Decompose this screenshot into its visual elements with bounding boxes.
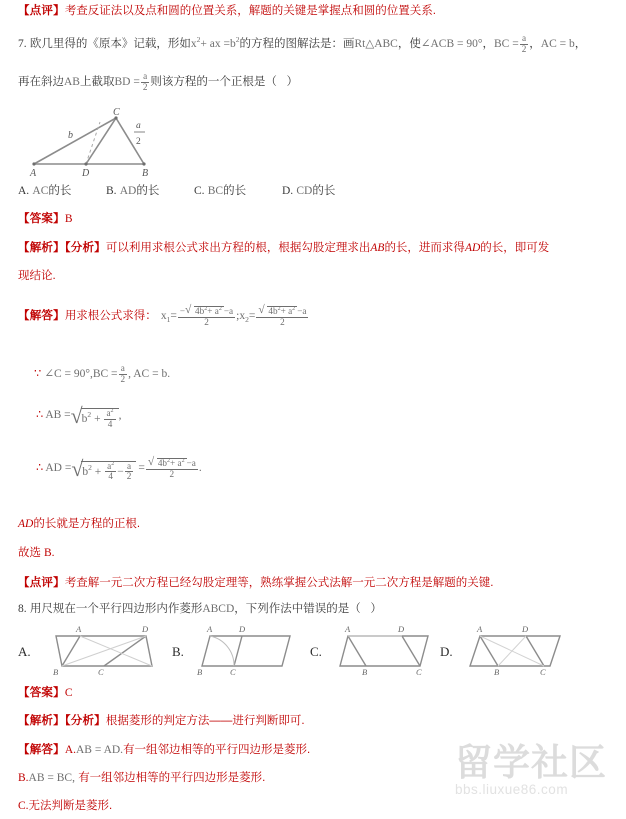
q7-step3-result-num <box>146 458 198 469</box>
q7-step2-a: a <box>106 408 111 418</box>
svg-text:D: D <box>239 624 246 634</box>
q7-step3-result-den: 2 <box>146 469 198 480</box>
q7-eq-b: b <box>229 37 236 50</box>
q8-option-a-figure[interactable] <box>42 618 167 678</box>
svg-text:a: a <box>136 121 141 131</box>
q7-eq-x: x <box>190 37 197 50</box>
comment-top-tag: 【点评】 <box>18 5 65 17</box>
q7-ac-label: AC = b <box>540 37 575 50</box>
radical-icon: √ <box>147 456 155 468</box>
q7-stem-line1 <box>18 34 618 54</box>
q8-sol-a-letter: A. <box>64 744 76 756</box>
radical-icon: √ <box>70 404 83 428</box>
q8-option-c-figure[interactable] <box>332 618 437 678</box>
q8-analysis-tag1: 【解析】 <box>18 715 65 727</box>
q7-step3-minus: − <box>117 465 124 478</box>
q8-option-d-figure[interactable] <box>462 618 572 678</box>
q7-answer-line <box>18 212 618 226</box>
q7-line2-part2: 上截取 <box>79 75 115 88</box>
q7-step3-rnum-plus: + a <box>170 458 182 468</box>
q8-analysis-line <box>18 714 618 728</box>
q8-stem-line <box>18 602 618 616</box>
q8-sol-b-eq: AB = BC, <box>28 772 75 784</box>
q7-step3-frac1-num <box>105 462 116 472</box>
svg-text:C: C <box>113 107 120 118</box>
q7-answer-tag: 【答案】 <box>18 213 65 225</box>
q7-x1-minus-a: −a <box>223 306 234 316</box>
q7-step3-rnum-b: 4b <box>157 458 167 468</box>
q7-analysis-tag1: 【解析】 <box>18 242 65 254</box>
q8-option-d-letter[interactable]: D. <box>440 644 453 659</box>
q8-options-row <box>0 616 626 680</box>
q7-x1-radicand <box>194 306 224 317</box>
svg-text:D: D <box>82 168 90 178</box>
q7-step3-frac2-num: a <box>126 460 132 471</box>
svg-text:C: C <box>98 667 104 677</box>
q8-option-c-letter[interactable]: C. <box>310 644 322 659</box>
q8-answer-line <box>18 686 618 700</box>
q7-x2-minus-a: −a <box>297 306 307 316</box>
q7-number: 7. <box>18 37 27 50</box>
q7-analysis-text-b: 的长，进而求得 <box>384 242 465 254</box>
q7-x2-radicand <box>267 306 297 317</box>
q7-step3-radicand <box>81 461 136 482</box>
q8-solution-line-c <box>18 799 618 813</box>
comment-mid-line <box>18 576 618 590</box>
q7-step1-frac-num: a <box>120 363 125 373</box>
q8-number: 8. <box>18 603 27 615</box>
q7-step3-frac2-den: 2 <box>126 471 132 482</box>
q7-frac-num: a <box>521 33 527 43</box>
q7-option-a-seg: AC <box>32 185 49 197</box>
q7-semicolon: ; <box>236 309 240 322</box>
q7-step3-plus: + <box>94 465 102 478</box>
q8-option-b-letter[interactable]: B. <box>172 644 184 659</box>
q7-x2-denominator: 2 <box>256 317 308 328</box>
svg-text:A: A <box>207 624 213 634</box>
q8-sol-c-text: 无法判断是菱形. <box>28 800 113 812</box>
q7-step3-line <box>18 458 618 482</box>
q7-x2-sub: 2 <box>245 315 249 325</box>
q7-comma2: ， <box>529 37 541 50</box>
q7-step3-result-radicand <box>157 458 187 469</box>
q7-angle-acb: ∠ACB = 90 <box>420 37 478 50</box>
q8-answer-value: C <box>64 687 73 699</box>
q8-answer-tag: 【答案】 <box>18 687 65 699</box>
q7-x2-eq: = <box>248 309 256 322</box>
q7-step3-rnum-bexp: 2 <box>167 457 171 464</box>
radical-icon: √ <box>71 456 84 481</box>
q7-line2-part1: 再在斜边 <box>18 75 64 88</box>
q7-answer-value: B <box>64 213 73 225</box>
comment-mid-tag: 【点评】 <box>18 577 65 589</box>
q7-step2-frac-num <box>104 409 115 419</box>
q7-option-d-suffix: 的长 <box>312 185 336 197</box>
q7-option-a-suffix: 的长 <box>48 185 72 197</box>
q7-step2-therefore: ∴ <box>36 409 44 422</box>
q7-option-b-seg: AD <box>119 185 137 197</box>
q7-choose-text: 故选 <box>18 547 41 559</box>
q7-option-d-seg: CD <box>296 185 313 197</box>
q7-step3-result-radical <box>148 458 187 469</box>
q7-stem-part2: 的方程的图解法是：画 <box>239 37 355 50</box>
q7-analysis-line2 <box>18 269 618 283</box>
q7-option-a-letter: A. <box>18 185 30 197</box>
q7-analysis-ab: AB <box>370 242 385 254</box>
q7-x1-neg: − <box>179 306 186 316</box>
q7-x2-radical <box>258 306 297 317</box>
q7-step3-frac1 <box>105 462 116 482</box>
svg-text:B: B <box>142 168 149 178</box>
q7-degree: ° <box>477 37 483 50</box>
q7-step2-frac-den: 4 <box>104 419 115 430</box>
q7-x2-rad-aexp: 2 <box>292 305 296 312</box>
q8-option-b-figure[interactable] <box>196 618 306 678</box>
q7-frac-a-over-2 <box>520 34 529 54</box>
svg-text:B: B <box>53 667 59 677</box>
q7-x1-label: x <box>160 309 167 322</box>
q7-choose-line <box>18 546 618 560</box>
svg-text:D: D <box>398 624 405 634</box>
radical-icon: √ <box>258 304 265 316</box>
q7-x2-rad-4b: 4b <box>268 306 278 316</box>
q7-analysis-ad: AD <box>464 242 481 254</box>
q8-solution-tag: 【解答】 <box>18 744 65 756</box>
q7-step2-comma: , <box>118 409 122 422</box>
q7-x2-numerator <box>256 306 308 317</box>
q8-sol-c-letter: C. <box>18 800 29 812</box>
q7-solution-text: 用求根公式求得： <box>64 309 157 322</box>
comment-mid-text: 考查解一元二次方程已经勾股定理等，熟练掌握公式法解一元二次方程是解题的关键. <box>64 577 494 589</box>
q7-option-b-suffix: 的长 <box>136 185 160 197</box>
q7-step3-aexp: 2 <box>111 460 115 467</box>
svg-text:A: A <box>477 624 483 634</box>
q7-step3-bexp: 2 <box>88 462 92 472</box>
q8-sol-b-letter: B. <box>18 772 29 784</box>
q7-bc-label: BC = <box>494 37 519 50</box>
q8-solution-line-b <box>18 771 618 785</box>
q7-step2-b: b <box>81 412 88 425</box>
q7-stem-part3: ，使 <box>397 37 421 50</box>
q7-step2-ab: AB = <box>45 409 71 422</box>
q7-choose-answer: B. <box>44 547 55 559</box>
q7-step3-period: . <box>198 461 202 474</box>
q7-step2-line <box>18 404 618 429</box>
q7-step3-result-fraction <box>146 458 198 479</box>
q7-x1-fraction <box>178 306 235 327</box>
q7-step3-anum: a <box>107 460 112 471</box>
q7-x2-label: x <box>239 309 246 322</box>
q7-x1-radical <box>185 306 224 317</box>
q7-step2-plus: + <box>94 412 101 425</box>
q7-comma3: ， <box>574 37 587 50</box>
q7-step1-ac: , AC = b. <box>128 367 171 380</box>
q7-x1-rad-plus-a: + a <box>207 306 219 316</box>
q7-option-c[interactable] <box>194 184 282 198</box>
comment-top-line <box>18 4 618 18</box>
q7-solution-tag: 【解答】 <box>18 309 65 322</box>
q7-step1-because: ∵ <box>34 367 42 380</box>
q7-stem-part1: 欧几里得的《原本》记载，形如 <box>29 37 191 50</box>
q7-triangle-figure <box>28 106 173 178</box>
q7-step2-aexp: 2 <box>110 407 114 414</box>
q7-x2-fraction <box>256 306 308 327</box>
q8-analysis-tag2: 【分析】 <box>64 715 106 727</box>
q7-step2-frac <box>104 409 115 429</box>
watermark-url: bbs.liuxue86.com <box>455 782 569 797</box>
svg-text:D: D <box>522 624 529 634</box>
q7-step2-radicand <box>81 408 119 429</box>
q7-line2-part4: ） <box>286 75 299 88</box>
q7-step1-frac <box>119 364 128 384</box>
q7-x1-eq: = <box>170 309 177 322</box>
q7-step3-radical <box>71 456 136 482</box>
q7-step1-frac-den: 2 <box>120 373 126 384</box>
q7-frac-den: 2 <box>521 43 527 54</box>
q8-stem-part2: ，下列作法中错误的是（ <box>234 603 361 615</box>
q7-analysis-tag2: 【分析】 <box>64 242 106 254</box>
q7-concl-ad: AD <box>18 518 34 530</box>
svg-text:A: A <box>30 168 37 178</box>
q7-step3-therefore: ∴ <box>36 461 44 474</box>
radical-icon: √ <box>185 304 192 316</box>
q7-stem-line2 <box>18 72 618 92</box>
q7-comma1: ， <box>482 37 494 50</box>
q7-x1-numerator <box>178 306 235 317</box>
q8-option-a-letter[interactable]: A. <box>18 644 31 659</box>
q7-x1-rad-4b: 4b <box>195 306 205 316</box>
svg-text:C: C <box>416 667 422 677</box>
comment-top-text: 考查反证法以及点和圆的位置关系，解题的关键是掌握点和圆的位置关系. <box>64 5 437 17</box>
q8-sol-a-eq: AB = AD. <box>76 744 124 756</box>
q7-option-d-letter: D. <box>282 185 294 197</box>
q7-option-b[interactable] <box>106 184 194 198</box>
q7-eq-bexp: 2 <box>235 35 240 44</box>
q7-step2-bexp: 2 <box>87 410 92 419</box>
svg-text:D: D <box>142 624 149 634</box>
q7-bd: BD = <box>114 75 140 88</box>
svg-text:2: 2 <box>136 137 141 147</box>
q7-option-c-letter: C. <box>194 185 205 197</box>
q7-bd-frac <box>141 72 150 92</box>
q7-step3-ad: AD = <box>45 461 72 474</box>
q7-solution-line <box>18 306 618 327</box>
q7-options-row <box>18 184 618 198</box>
q7-option-a[interactable] <box>18 184 106 198</box>
q7-option-c-suffix: 的长 <box>223 185 247 197</box>
q7-x1-rad-aexp: 2 <box>218 305 222 312</box>
q7-analysis-line1 <box>18 241 618 255</box>
svg-text:A: A <box>345 624 351 634</box>
svg-text:B: B <box>494 667 500 677</box>
q7-rt-triangle: Rt△ABC <box>354 37 398 50</box>
q7-step3-b: b <box>82 465 89 478</box>
svg-text:A: A <box>76 624 82 634</box>
q7-conclusion-line <box>18 517 618 531</box>
q7-step3-frac1-den: 4 <box>105 471 116 482</box>
q7-x1-rad-bexp: 2 <box>204 305 208 312</box>
q8-sol-b-text: 有一组邻边相等的平行四边形是菱形. <box>78 772 266 784</box>
q7-analysis-text-c: 的长，即可发 <box>480 242 550 254</box>
q7-eq-plus-ax: + ax = <box>200 37 230 50</box>
q7-step3-eq: = <box>138 461 145 474</box>
q7-option-b-letter: B. <box>106 185 117 197</box>
q7-x2-rad-plus-a: + a <box>280 306 293 316</box>
q7-step1-line <box>18 364 618 384</box>
q7-option-d[interactable] <box>282 184 335 198</box>
q7-step3-frac2 <box>125 462 134 482</box>
svg-text:C: C <box>540 667 546 677</box>
svg-text:B: B <box>362 667 368 677</box>
q7-step1-angle: ∠C = 90°,BC = <box>44 367 118 380</box>
q7-bd-frac-num: a <box>143 71 148 81</box>
q7-ab: AB <box>64 75 80 88</box>
svg-text:b: b <box>68 130 73 141</box>
watermark-brand: 留学社区 <box>455 741 607 784</box>
q8-analysis-text: 根据菱形的判定方法——进行判断即可. <box>105 715 305 727</box>
q7-step3-rnum-aexp: 2 <box>181 457 185 464</box>
q8-abcd: ABCD <box>202 603 235 615</box>
q7-analysis-line2-text: 现结论. <box>18 270 56 282</box>
q7-option-c-seg: BC <box>207 185 224 197</box>
q7-analysis-text-a: 可以利用求根公式求出方程的根，根据勾股定理求出 <box>105 242 371 254</box>
q7-x2-rad-bexp: 2 <box>277 305 281 312</box>
q8-stem-part1: 用尺规在一个平行四边形内作菱形 <box>29 603 203 615</box>
q7-x1-sub: 1 <box>166 315 171 325</box>
svg-text:B: B <box>197 667 203 677</box>
q7-concl-text: 的长就是方程的正根. <box>33 518 141 530</box>
q7-x1-denominator: 2 <box>178 317 235 328</box>
q8-solution-line-a <box>18 743 618 757</box>
q7-eq-exp2: 2 <box>196 35 201 44</box>
q8-stem-part3: ） <box>370 603 382 615</box>
q7-step3-rnum-minus: −a <box>186 458 196 468</box>
q7-step2-radical <box>70 404 119 429</box>
q7-line2-part3: 则该方程的一个正根是（ <box>150 75 277 88</box>
q8-sol-a-text: 有一组邻边相等的平行四边形是菱形. <box>123 744 311 756</box>
svg-text:C: C <box>230 667 236 677</box>
q7-bd-frac-den: 2 <box>142 81 148 92</box>
